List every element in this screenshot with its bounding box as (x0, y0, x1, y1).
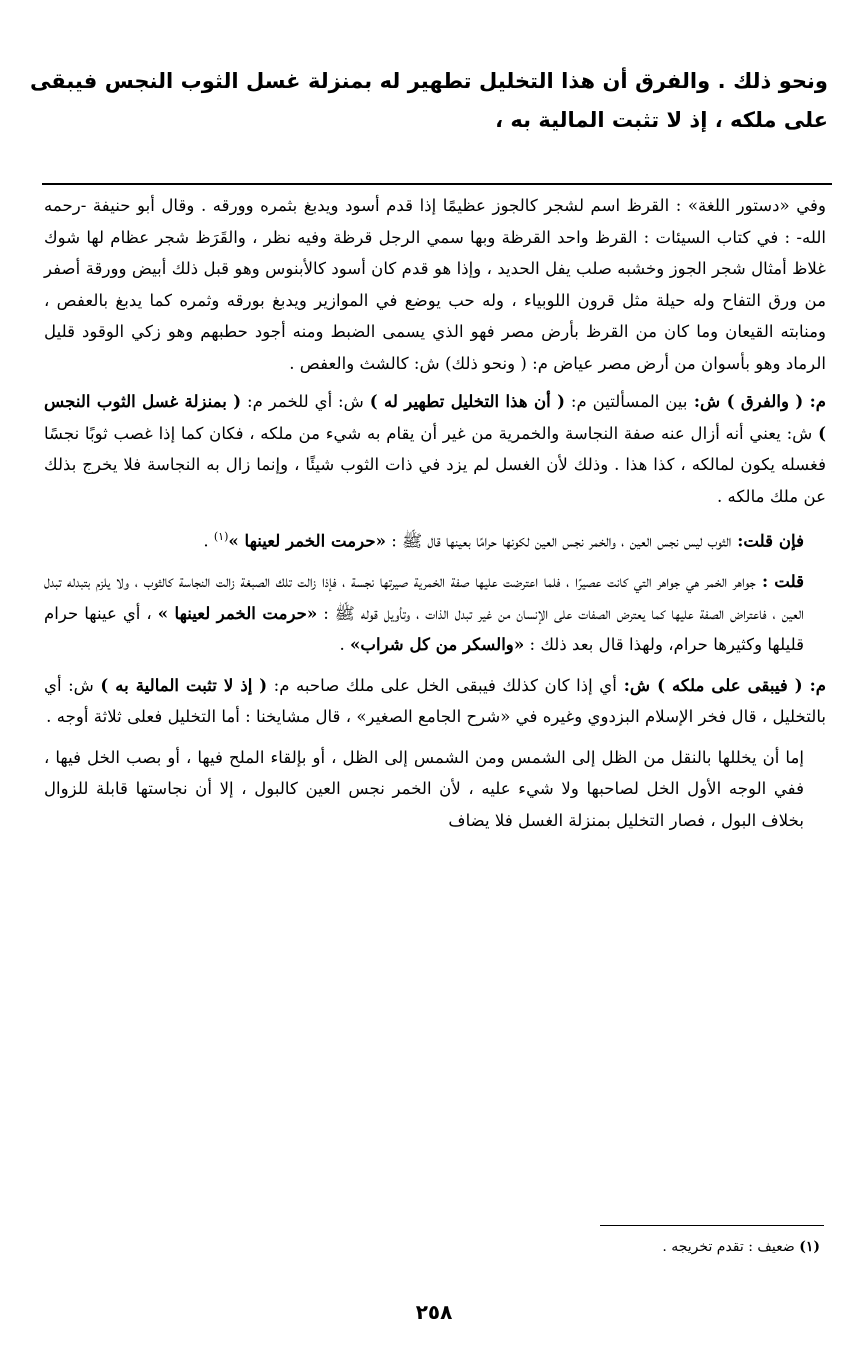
section-divider (42, 183, 832, 185)
objection-marker: فإن قلت: (731, 530, 804, 551)
commentary-text: وفي «دستور اللغة» : القرظ اسم لشجر كالجوز عظيمًا إذا قدم أسود ويدبغ بثمره وورقه . وقال أبو حنيفة -رحمه الله- : في كتاب السيئات : القرظ واحد القرظة وبها سمي الرجل قرظة وفيه نظر ، والقَرَظ شجر عظام لها شوك غلاظ أمثال شجر الجوز وخشبه صلب يفل الحديد ، وإذا هو قدم كان أسود كالأبنوس وهو قبل ذلك أبيض وورقة أصفر من ورق التفاح وله حيلة مثل قرون اللوبياء ، وله حب يوضع في الموازير ويدبغ بورقه وثمره كما يدبغ بالعفص ، ومنابته القيعان وما كان من القرظ بأرض مصر فهو الذي يسمى الضبط ومنه أجود حطبهم وهو زكي الوقود قليل الرماد وهو بأسوان من أرض مصر عياض م: ( ونحو ذلك) ش: كالشث والعفص . (44, 196, 826, 373)
commentary-text: جواهر الخمر هي جواهر التي كانت عصيرًا ، فلما اعترضت عليها صفة الخمرية صيرتها نجسة ، فإذا زالت تلك الصبغة زالت النجاسة كالثوب ، ولا يلزم بتبدله تبدل العين ، فاعتراض الصفة عليها كما يعترض الصفات على الإنسان من غير تبدل الذات ، وتأويل قوله ﷺ : (44, 572, 804, 623)
commentary-text: . (203, 531, 214, 551)
matn-marker: م: ( والفرق ) ش: (687, 391, 826, 411)
commentary-text: ش: أي بالتخليل ، قال فخر الإسلام البزدوي وغيره في «شرح الجامع الصغير» ، قال مشايخنا : أما التخليل فعلى ثلاثة أوجه . (44, 675, 826, 727)
commentary-text: ش: أي للخمر م: (241, 392, 370, 411)
commentary-paragraph (44, 190, 826, 379)
matn-quote: ( بمنزلة غسل الثوب النجس ) (44, 391, 826, 443)
commentary-paragraph (44, 521, 826, 557)
footnote-text: ضعيف : تقدم تخريجه . (662, 1239, 800, 1255)
commentary-text: إما أن يخللها بالنقل من الظل إلى الشمس ومن الشمس إلى الظل ، أو بإلقاء الملح فيها ، أو بصب الخل فيها ، ففي الوجه الأول الخل لصاحبها ولا شيء عليه ، لأن الخمر نجس العين كالبول ، إلا أن نجاستها قابلة للزوال بخلاف البول ، فصار التخليل بمنزلة الغسل فلا يضاف (44, 747, 804, 830)
answer-marker: قلت : (755, 571, 805, 592)
commentary-paragraph (44, 566, 826, 661)
footnote-marker: (١) (799, 1239, 820, 1255)
matn-marker: م: ( فيبقى على ملكه ) ش: (616, 674, 827, 695)
matn-quote: ( أن هذا التخليل تطهير له ) (369, 391, 565, 411)
hadith-quote: «حرمت الخمر لعينها » (228, 530, 386, 551)
commentary-text: ش: يعني أنه أزال عنه صفة النجاسة والخمرية من غير أن يقام به شيء من ملكه ، فكان كما إذا غصب ثوبًا نجسًا فغسله يكون لمالكه ، كذا هذا . وذلك لأن الغسل لم يزد في ذات الثوب شيئًا ، وإنما زال به النجاسة فلا يخرج بذلك عن ملك مالكه . (44, 423, 826, 506)
commentary-text: الثوب ليس نجس العين ، والخمر نجس العين لكونها حرامًا بعينها قال ﷺ : (385, 531, 732, 551)
footnote (662, 1236, 820, 1258)
commentary-text: . (339, 635, 351, 655)
commentary-text: بين المسألتين م: (565, 392, 688, 411)
matn-quote: ( إذ لا تثبت المالية به ) (100, 674, 268, 695)
commentary-text: ، أي عينها حرام قليلها وكثيرها حرام، ولهذا قال بعد ذلك : (44, 603, 804, 655)
hadith-quote: «والسكر من كل شراب» (350, 634, 525, 655)
footnote-divider (600, 1225, 824, 1226)
footnote-reference[interactable]: (١) (213, 530, 229, 543)
sharh-commentary (44, 190, 826, 845)
matn-line: ونحو ذلك . والفرق أن هذا التخليل تطهير له بمنزلة غسل الثوب النجس فيبقى على ملكه ، إذ لا تثبت المالية به ، (30, 69, 828, 132)
page-number: ٢٥٨ (415, 1300, 453, 1324)
commentary-paragraph (44, 670, 826, 733)
commentary-text: أي إذا كان كذلك فيبقى الخل على ملك صاحبه م: (267, 675, 617, 695)
hadith-quote: «حرمت الخمر لعينها » (157, 602, 318, 623)
commentary-paragraph (44, 742, 826, 837)
commentary-paragraph (44, 386, 826, 512)
matn-text (30, 62, 828, 140)
